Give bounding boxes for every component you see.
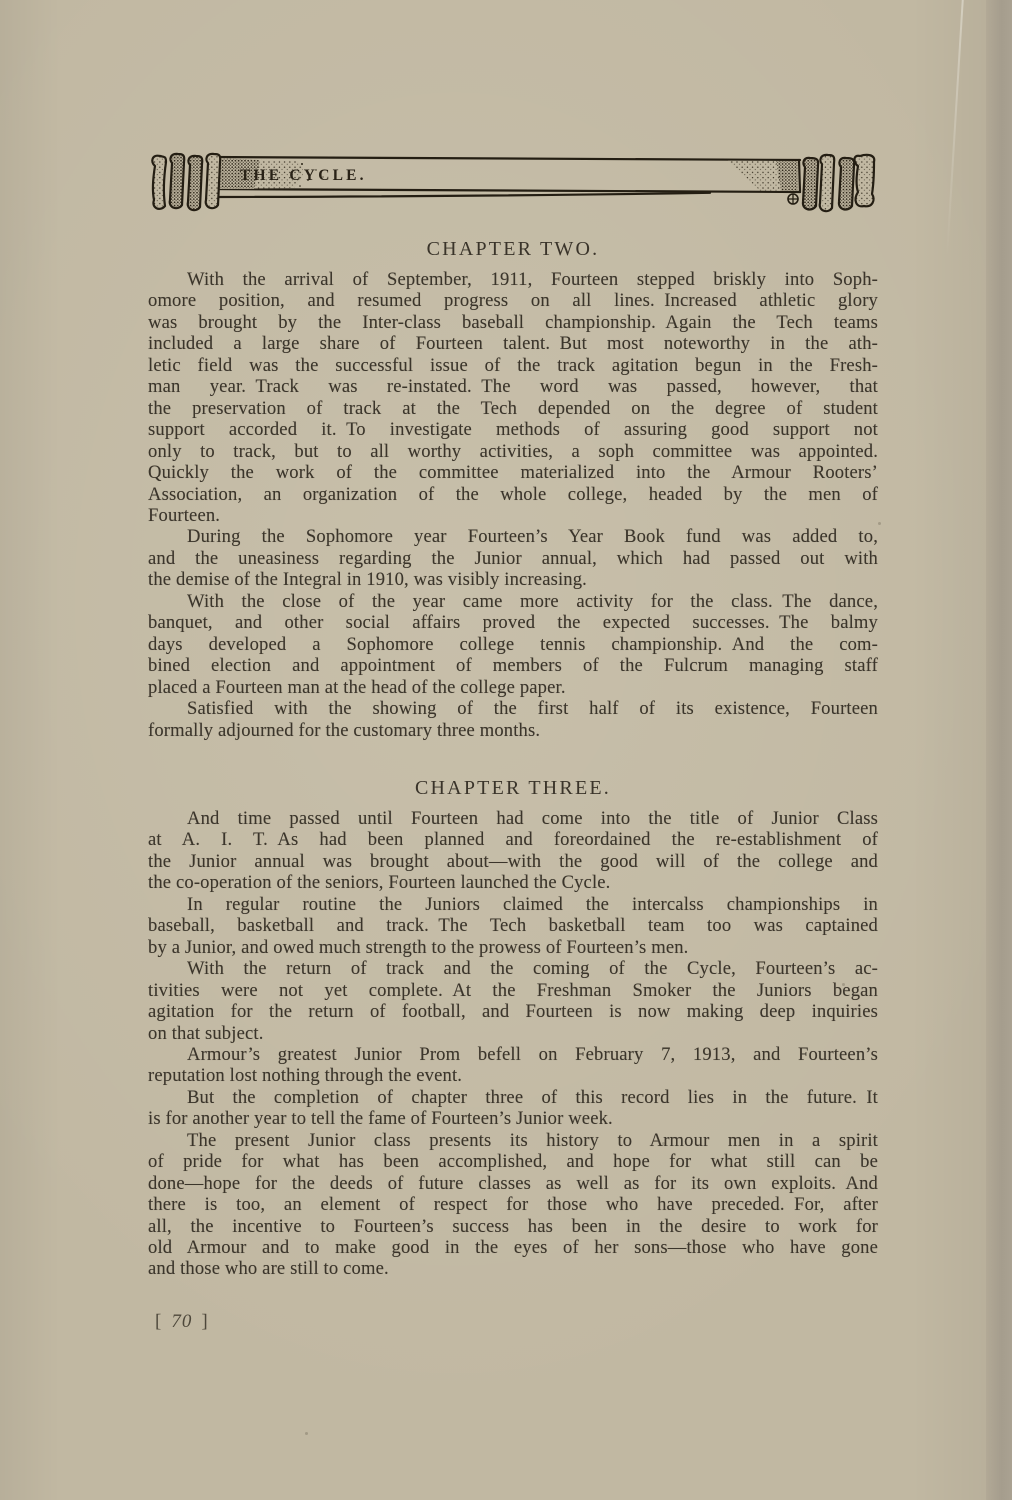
paragraph [148,894,878,958]
text-line: Association, an organization of the whole college, headed by the men of [148,483,878,505]
text-line: formally adjourned for the customary three months. [148,719,541,741]
text-line: the preservation of track at the Tech depended on the degree of student [148,397,878,419]
page-number-close-bracket: ] [201,1310,209,1332]
text-line: tivities were not yet complete. At the Freshman Smoker the Juniors began [148,979,878,1001]
paragraph [148,958,878,1044]
text-line: With the close of the year came more activity for the class. The dance, [187,590,878,612]
text-line: But the completion of chapter three of this record lies in the future. It [187,1086,878,1108]
page-number-value: 70 [171,1310,193,1332]
paragraph [148,1044,878,1087]
text-line: and those who are still to come. [148,1258,389,1280]
text-line: on that subject. [148,1022,264,1044]
text-line: Satisfied with the showing of the first half of its existence, Fourteen [187,698,878,720]
paragraph [148,526,878,590]
text-line: is for another year to tell the fame of Fourteen’s Junior week. [148,1108,613,1130]
banner-title: THE CYCLE. [240,167,367,184]
text-line: baseball, basketball and track. The Tech basketball team too was captained [148,915,878,937]
engraver-mark-icon [788,194,798,204]
paragraph [148,1130,878,1280]
text-line: placed a Fourteen man at the head of the college paper. [148,676,566,698]
text-line: the Junior annual was brought about—with the good will of the college and [148,850,878,872]
text-line: In regular routine the Juniors claimed the intercalss championships in [187,893,878,915]
paragraph [148,1087,878,1130]
text-line: With the return of track and the coming of the Cycle, Fourteen’s ac- [187,958,878,980]
text-line: Fourteen. [148,504,221,526]
text-line: old Armour and to make good in the eyes of her sons—those who have gone [148,1237,878,1259]
text-line: And time passed until Fourteen had come into the title of Junior Class [187,807,878,829]
text-line: of pride for what has been accomplished, and hope for what still can be [148,1151,878,1173]
page-content [148,150,878,1333]
chapter-heading: CHAPTER THREE. [415,776,611,799]
text-line: With the arrival of September, 1911, Fourteen stepped briskly into Soph- [187,269,878,290]
banner [148,150,878,216]
page-number [148,1311,878,1333]
text-line: Quickly the work of the committee materialized into the Armour Rooters’ [148,462,878,484]
left-scroll-end [152,154,220,210]
right-scroll-end [803,155,874,211]
text-line: the demise of the Integral in 1910, was visibly increasing. [148,569,587,591]
text-line: bined election and appointment of members of the Fulcrum managing staff [148,655,878,677]
text-line: omore position, and resumed progress on all lines. Increased athletic glory [148,290,878,312]
text-line: During the Sophomore year Fourteen’s Year Book fund was added to, [187,526,878,548]
page-body [148,237,878,1280]
page-edge-shadow [986,0,1012,1500]
paper-crease [946,0,964,259]
text-line: man year. Track was re-instated. The word was passed, however, that [148,376,878,398]
text-line: there is too, an element of respect for those who have preceded. For, after [148,1194,878,1216]
text-line: at A. I. T. As had been planned and foreordained the re-establishment of [148,829,878,851]
text-line: only to track, but to all worthy activities, a soph committee was appointed. [148,440,878,462]
paper-speck [878,522,881,525]
text-line: and the uneasiness regarding the Junior annual, which had passed out with [148,547,878,569]
text-line: all, the incentive to Fourteen’s success has been in the desire to work for [148,1215,878,1237]
paragraph [148,269,878,526]
text-line: was brought by the Inter-class baseball championship. Again the Tech teams [148,311,878,333]
paragraph [148,698,878,741]
text-line: the co-operation of the seniors, Fourteen launched the Cycle. [148,872,611,894]
chapter-heading: CHAPTER TWO. [426,238,600,260]
text-line: included a large share of Fourteen talent. But most noteworthy in the ath- [148,333,878,355]
text-line: reputation lost nothing through the event. [148,1065,463,1087]
paragraph [148,808,878,894]
text-line: support accorded it. To investigate methods of assuring good support not [148,419,878,441]
text-line: banquet, and other social affairs proved the expected successes. The balmy [148,612,878,634]
page-number-open-bracket: [ [155,1310,163,1332]
text-line: Armour’s greatest Junior Prom befell on February 7, 1913, and Fourteen’s [187,1043,878,1065]
paper-speck [305,1432,308,1435]
text-line: days developed a Sophomore college tennis championship. And the com- [148,633,878,655]
text-line: agitation for the return of football, and Fourteen is now making deep inquiries [148,1001,878,1023]
text-line: letic field was the successful issue of the track agitation begun in the Fresh- [148,354,878,376]
text-line: done—hope for the deeds of future classes as well as for its own exploits. And [148,1172,878,1194]
text-line: by a Junior, and owed much strength to the prowess of Fourteen’s men. [148,936,689,958]
paragraph [148,591,878,698]
text-line: The present Junior class presents its history to Armour men in a spirit [187,1129,878,1151]
